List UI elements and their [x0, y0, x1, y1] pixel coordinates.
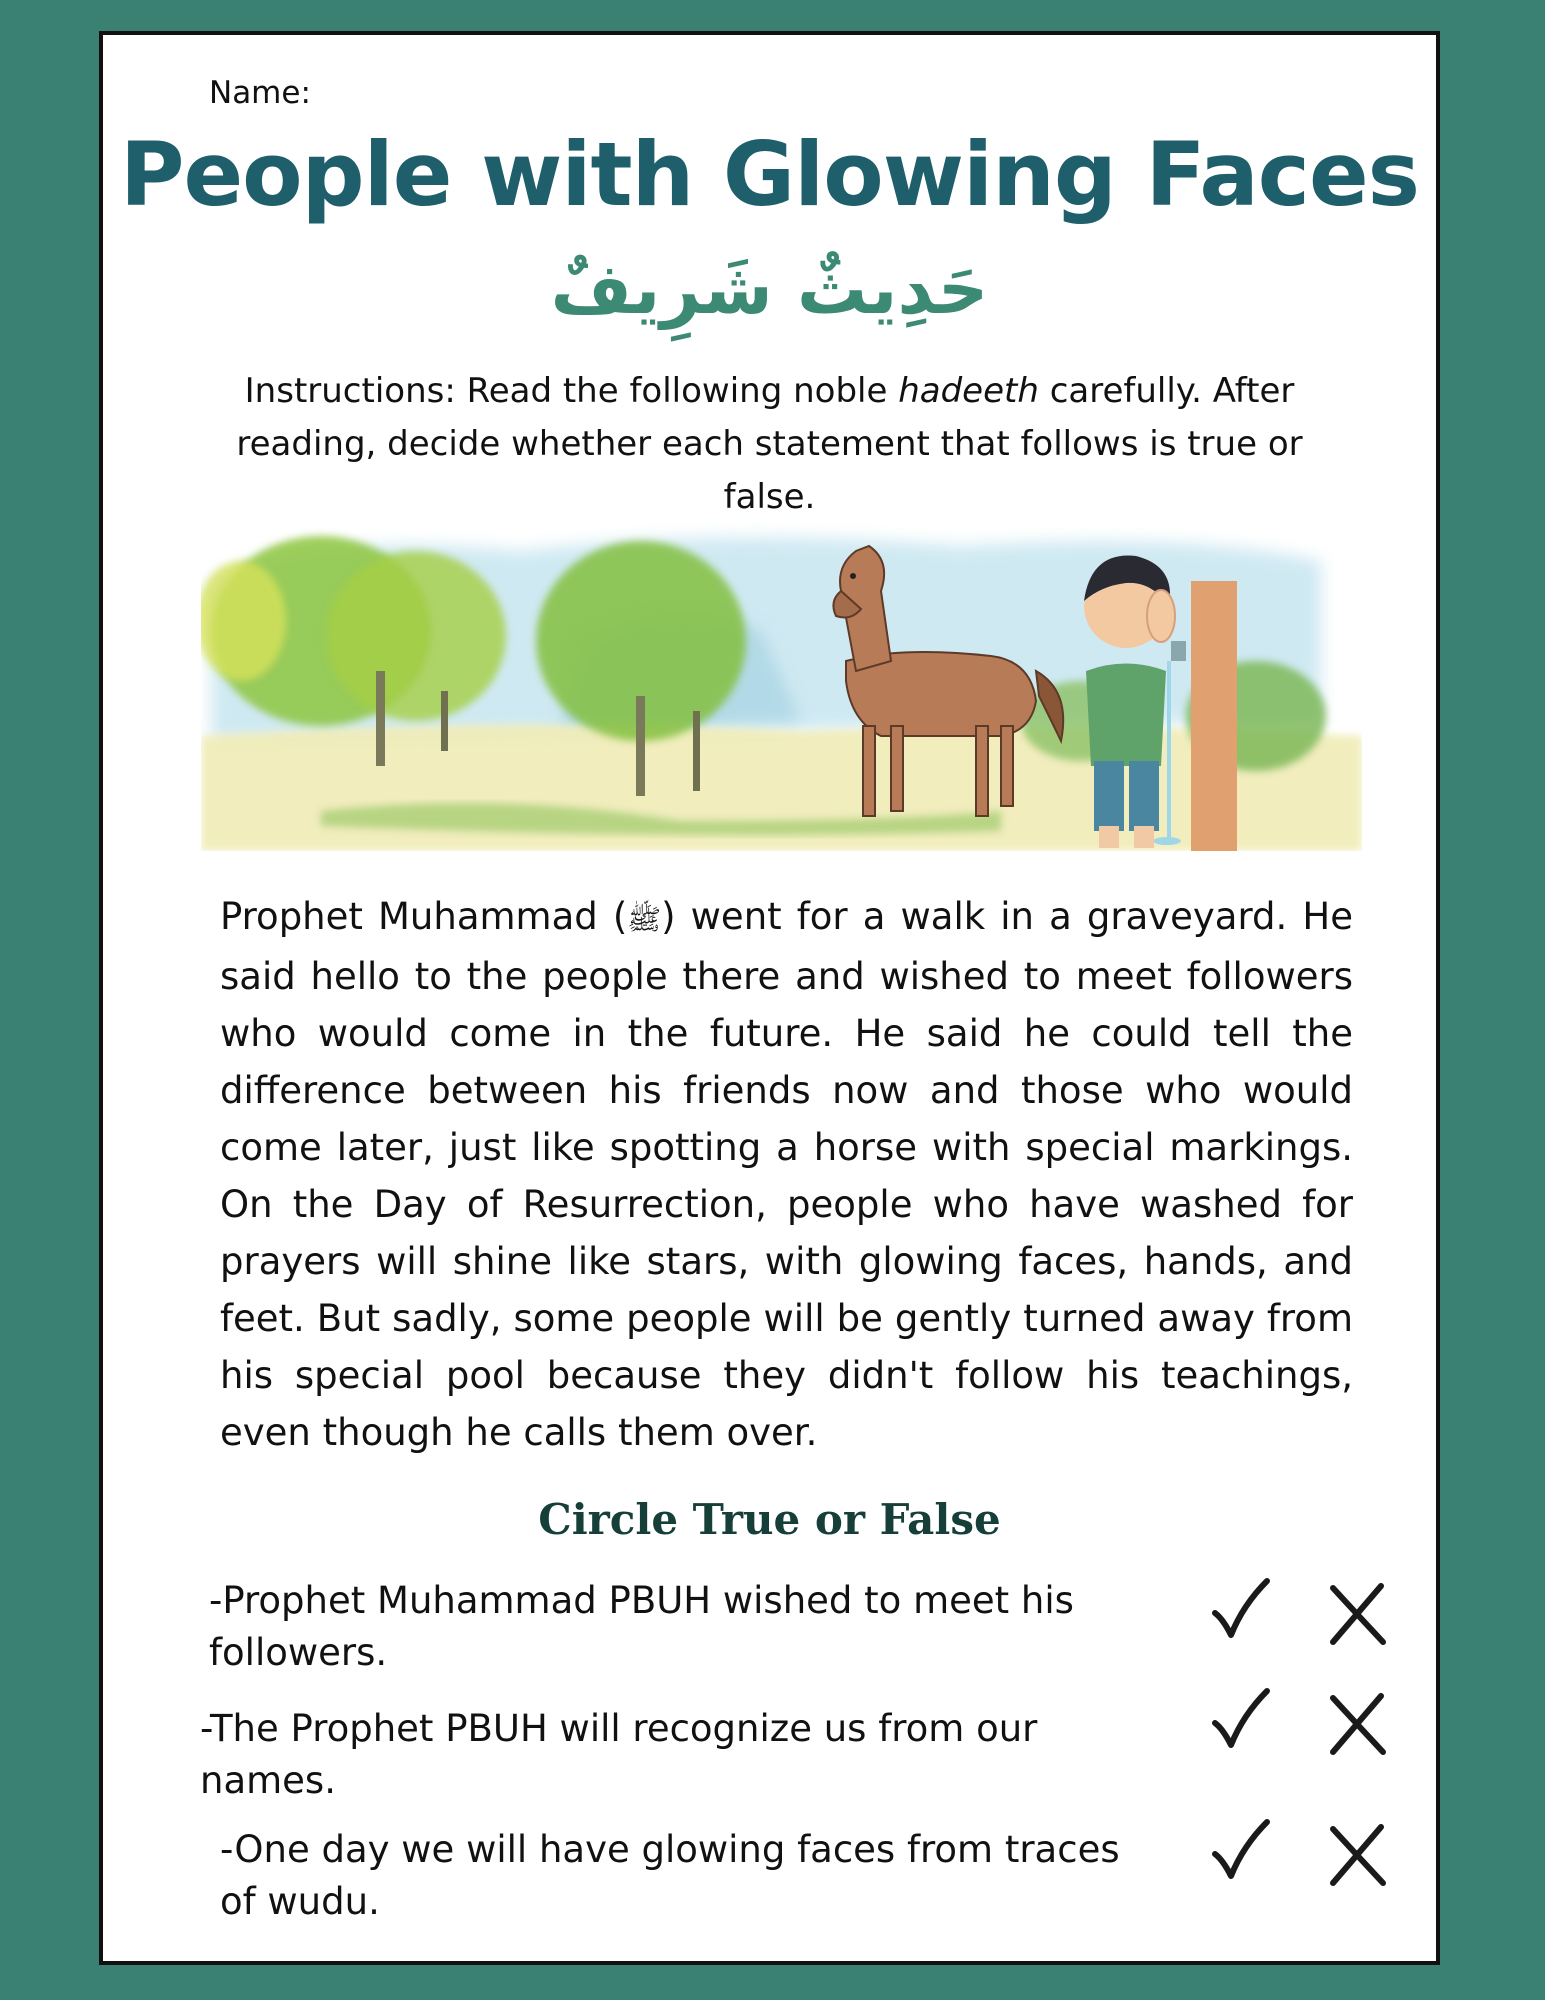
statement-2: -The Prophet PBUH will recognize us from our names. [200, 1707, 1038, 1802]
name-label: Name: [209, 75, 311, 111]
instructions-prefix: Instructions: Read the following noble [244, 371, 899, 411]
instructions [213, 365, 1326, 524]
tree-trunk [636, 696, 645, 796]
true-check-icon[interactable] [1209, 1575, 1273, 1645]
instructions-suffix: carefully. After reading, decide whether each statement that follows is true or false. [236, 371, 1303, 517]
story-paragraph [220, 888, 1353, 1461]
illustration-scene [201, 521, 1362, 851]
story-text-start: Prophet Muhammad ( [220, 895, 628, 938]
true-check-icon[interactable] [1209, 1816, 1273, 1886]
tree-trunk [441, 691, 448, 751]
statement-1: -Prophet Muhammad PBUH wished to meet his followers. [209, 1579, 1074, 1674]
true-check-icon[interactable] [1209, 1685, 1273, 1755]
salawat-symbol: ﷺ [627, 903, 662, 936]
page-title: People with Glowing Faces [119, 123, 1420, 226]
story-text-rest: ) went for a walk in a graveyard. He said hello to the people there and wished to meet followers who would come in the future. He said he could tell the difference between his friends now and those who would come later, just like spotting a horse with special markings. On the Day of Resurrection, people who have washed for prayers will shine like stars, with glowing faces, hands, and feet. But sadly, some people will be gently turned away from his special pool because they didn't follow his teachings, even though he calls them over. [220, 895, 1353, 1454]
false-cross-icon[interactable] [1325, 1821, 1389, 1891]
instructions-emphasis: hadeeth [898, 371, 1039, 411]
tree-trunk [693, 711, 700, 791]
quiz-title: Circle True or False [538, 1495, 1001, 1544]
worksheet-page [99, 31, 1440, 1965]
arabic-title: حَدِيثٌ شَرِيفٌ [550, 248, 989, 330]
tree-trunk [376, 671, 385, 766]
false-cross-icon[interactable] [1325, 1690, 1389, 1760]
false-cross-icon[interactable] [1325, 1580, 1389, 1650]
tree-canopy [326, 551, 506, 721]
statement-3: -One day we will have glowing faces from traces of wudu. [220, 1828, 1120, 1923]
foal-eye [850, 573, 856, 579]
